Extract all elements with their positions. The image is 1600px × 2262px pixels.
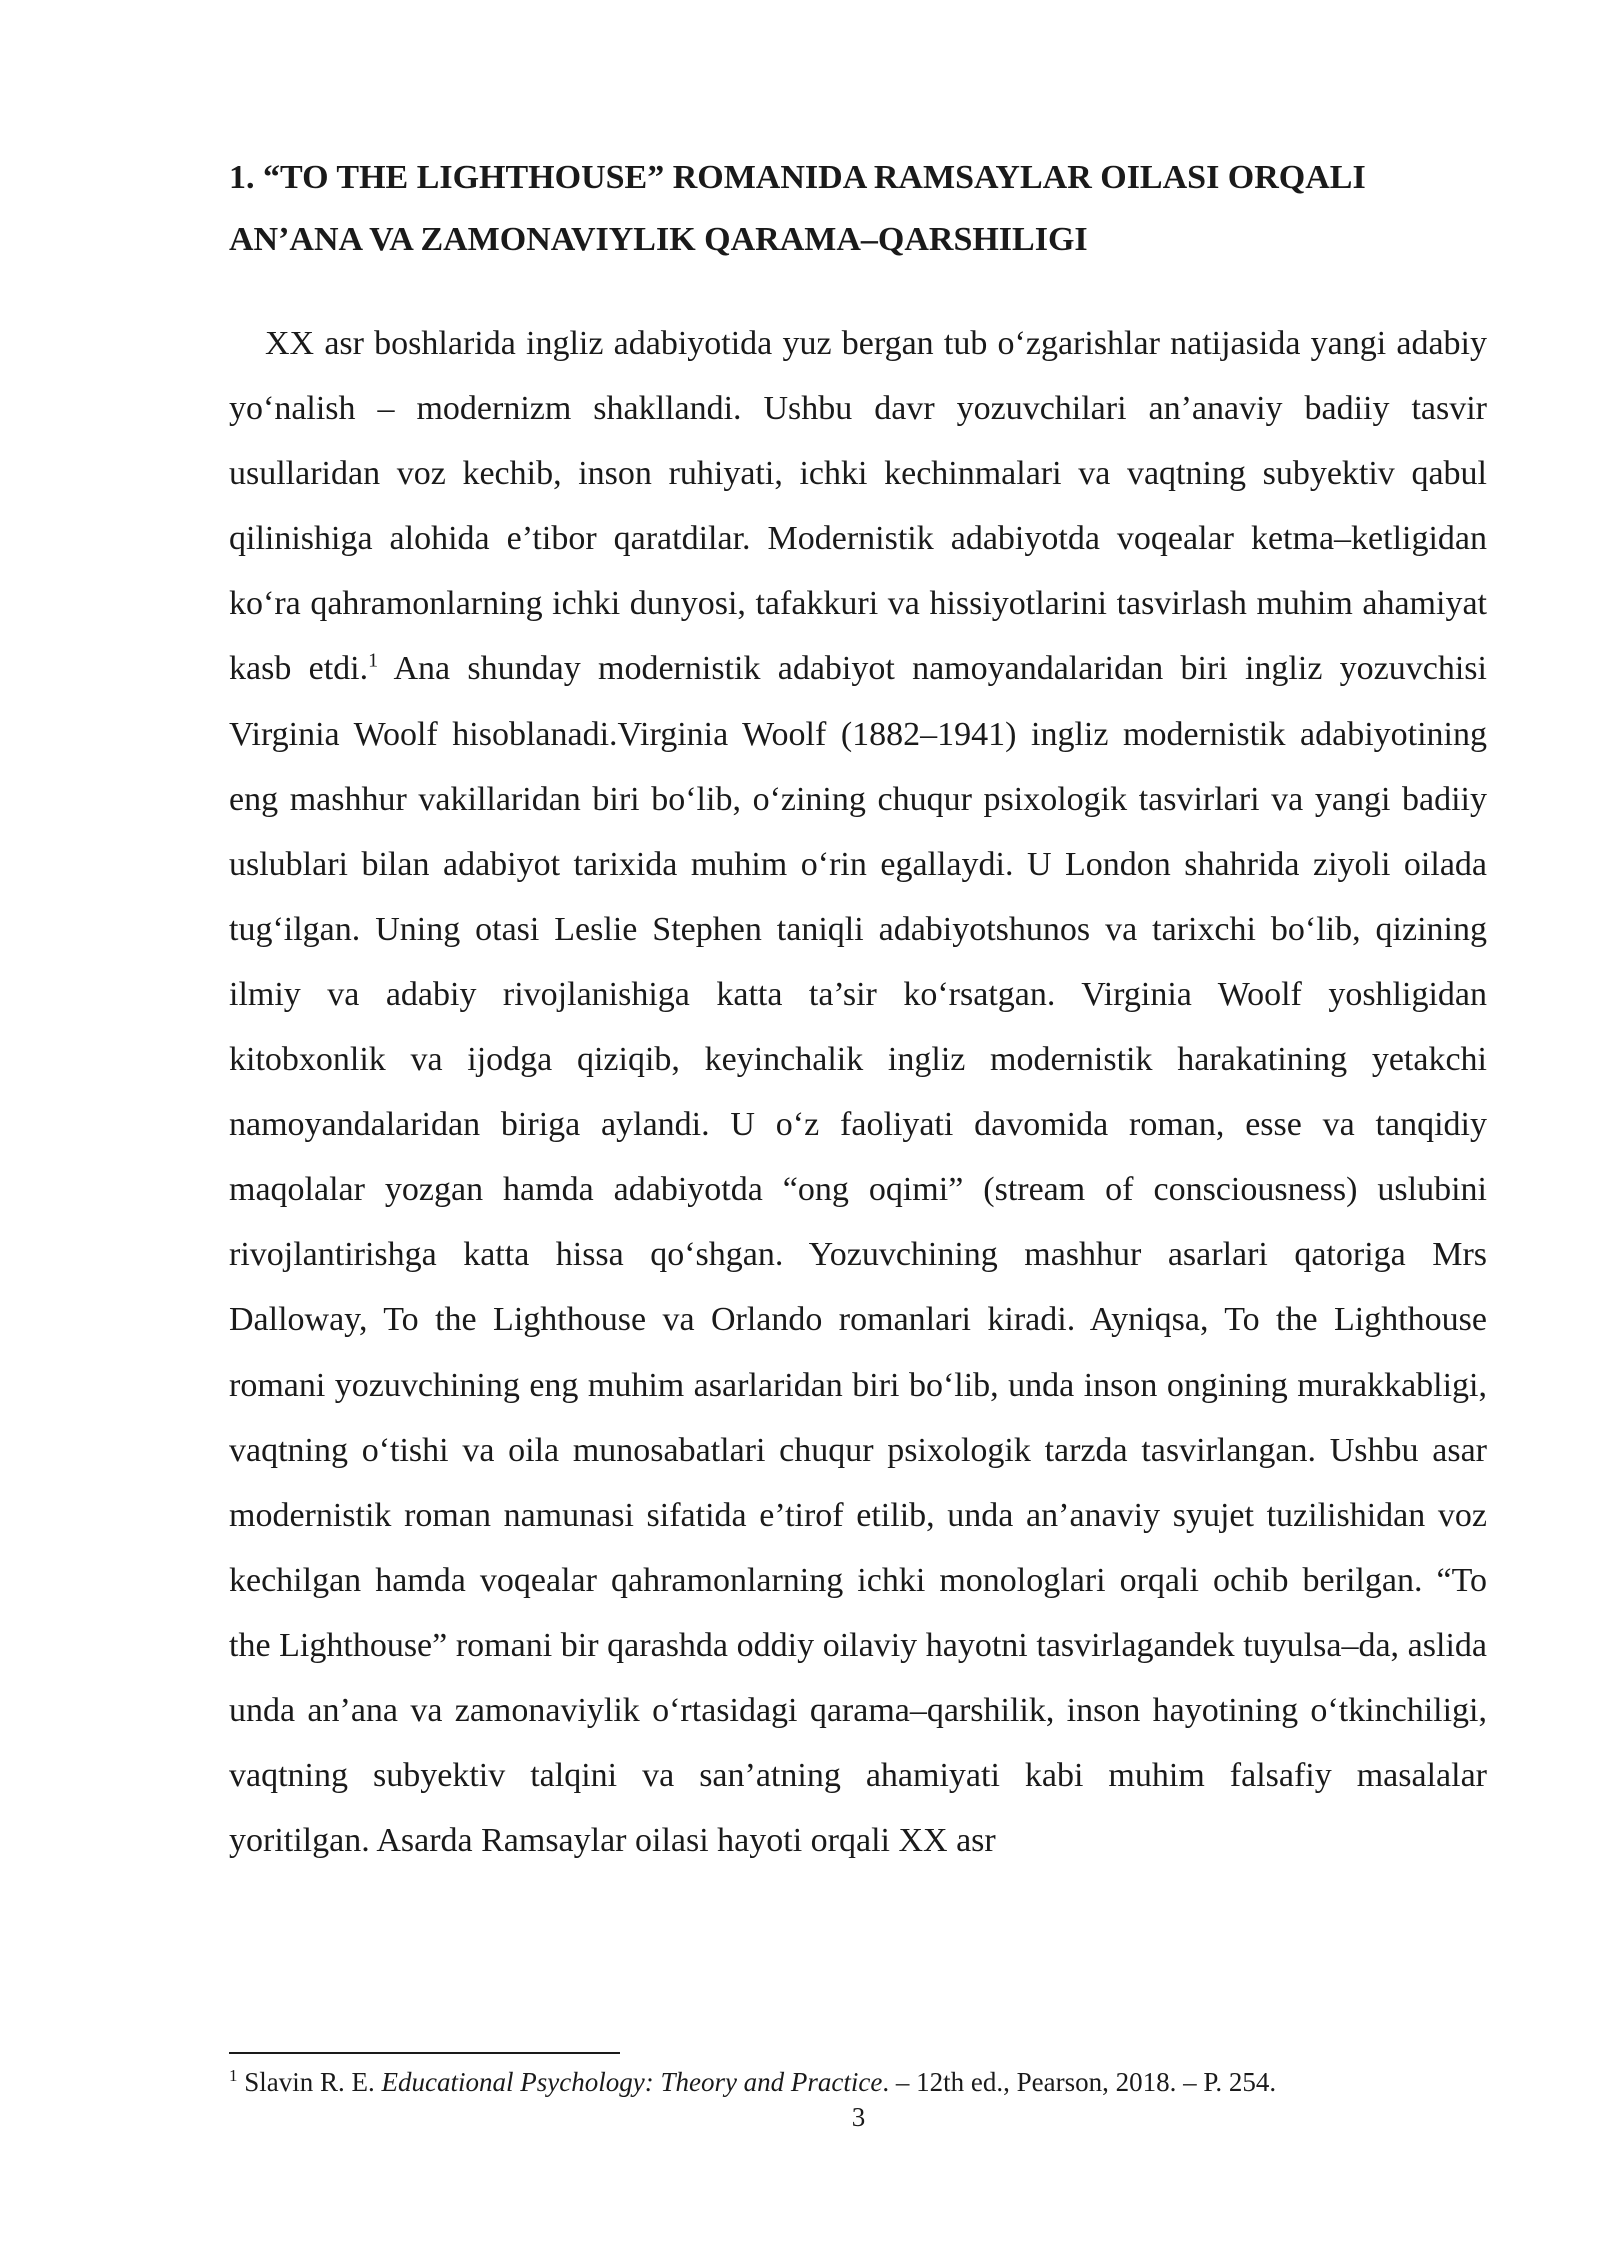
footnote (229, 2065, 1489, 2099)
footnote-reference: 1 (368, 650, 379, 673)
footnote-book-title: Educational Psychology: Theory and Practice (381, 2067, 883, 2097)
footnote-number: 1 (229, 2066, 238, 2085)
paragraph-text-part-1: XX asr boshlarida ingliz adabiyotida yuz bergan tub o‘zgarishlar natijasida yangi adabiy yo‘nalish – modernizm shakllandi. Ushbu davr yozuvchilari an’anaviy badiiy tasvir usullaridan voz kechib, inson ruhiyati, ichki kechinmalari va vaqtning subyektiv qabul qilinishiga alohida e’tibor qaratdilar. Modernistik adabiyotda voqealar ketma–ketligidan ko‘ra qahramonlarning ichki dunyosi, tafakkuri va hissiyotlarini tasvirlash muhim ahamiyat kasb etdi. (229, 325, 1487, 688)
footnote-author: Slavin R. E. (237, 2067, 382, 2097)
footnote-separator (229, 2052, 620, 2054)
section-heading-line-1: 1. “TO THE LIGHTHOUSE” ROMANIDA RAMSAYLAR OILASI ORQALI (229, 159, 1366, 196)
paragraph-text-part-2: Ana shunday modernistik adabiyot namoyandalaridan biri ingliz yozuvchisi Virginia Woolf hisoblanadi.Virginia Woolf (1882–1941) ingliz modernistik adabiyotining eng mashhur vakillaridan biri bo‘lib, o‘zining chuqur psixologik tasvirlari va yangi badiiy uslublari bilan adabiyot tarixida muhim o‘rin egallaydi. U London shahrida ziyoli oilada tug‘ilgan. Uning otasi Leslie Stephen taniqli adabiyotshunos va tarixchi bo‘lib, qizining ilmiy va adabiy rivojlanishiga katta ta’sir ko‘rsatgan. Virginia Woolf yoshligidan kitobxonlik va ijodga qiziqib, keyinchalik ingliz modernistik harakatining yetakchi namoyandalaridan biriga aylandi. U o‘z faoliyati davomida roman, esse va tanqidiy maqolalar yozgan hamda adabiyotda “ong oqimi” (stream of consciousness) uslubini rivojlantirishga katta hissa qo‘shgan. Yozuvchining mashhur asarlari qatoriga Mrs Dalloway, To the Lighthouse va Orlando romanlari kiradi. Ayniqsa, To the Lighthouse romani yozuvchining eng muhim asarlaridan biri bo‘lib, unda inson ongining murakkabligi, vaqtning o‘tishi va oila munosabatlari chuqur psixologik tarzda tasvirlangan. Ushbu asar modernistik roman namunasi sifatida e’tirof etilib, unda an’anaviy syujet tuzilishidan voz kechilgan hamda voqealar qahramonlarning ichki monologlari orqali ochib berilgan. “To the Lighthouse” romani bir qarashda oddiy oilaviy hayotni tasvirlagandek tuyulsa–da, aslida unda an’ana va zamonaviylik o‘rtasidagi qarama–qarshilik, inson hayotining o‘tkinchiligi, vaqtning subyektiv talqini va san’atning ahamiyati kabi muhim falsafiy masalalar yoritilgan. Asarda Ramsaylar oilasi hayoti orqali XX asr (229, 650, 1487, 1860)
section-heading (229, 147, 1489, 271)
footnote-publication-details: . – 12th ed., Pearson, 2018. – P. 254. (882, 2067, 1277, 2097)
page-number: 3 (851, 2102, 866, 2132)
section-heading-line-2: AN’ANA VA ZAMONAVIYLIK QARAMA–QARSHILIGI (229, 221, 1088, 258)
body-paragraph (229, 311, 1487, 1873)
